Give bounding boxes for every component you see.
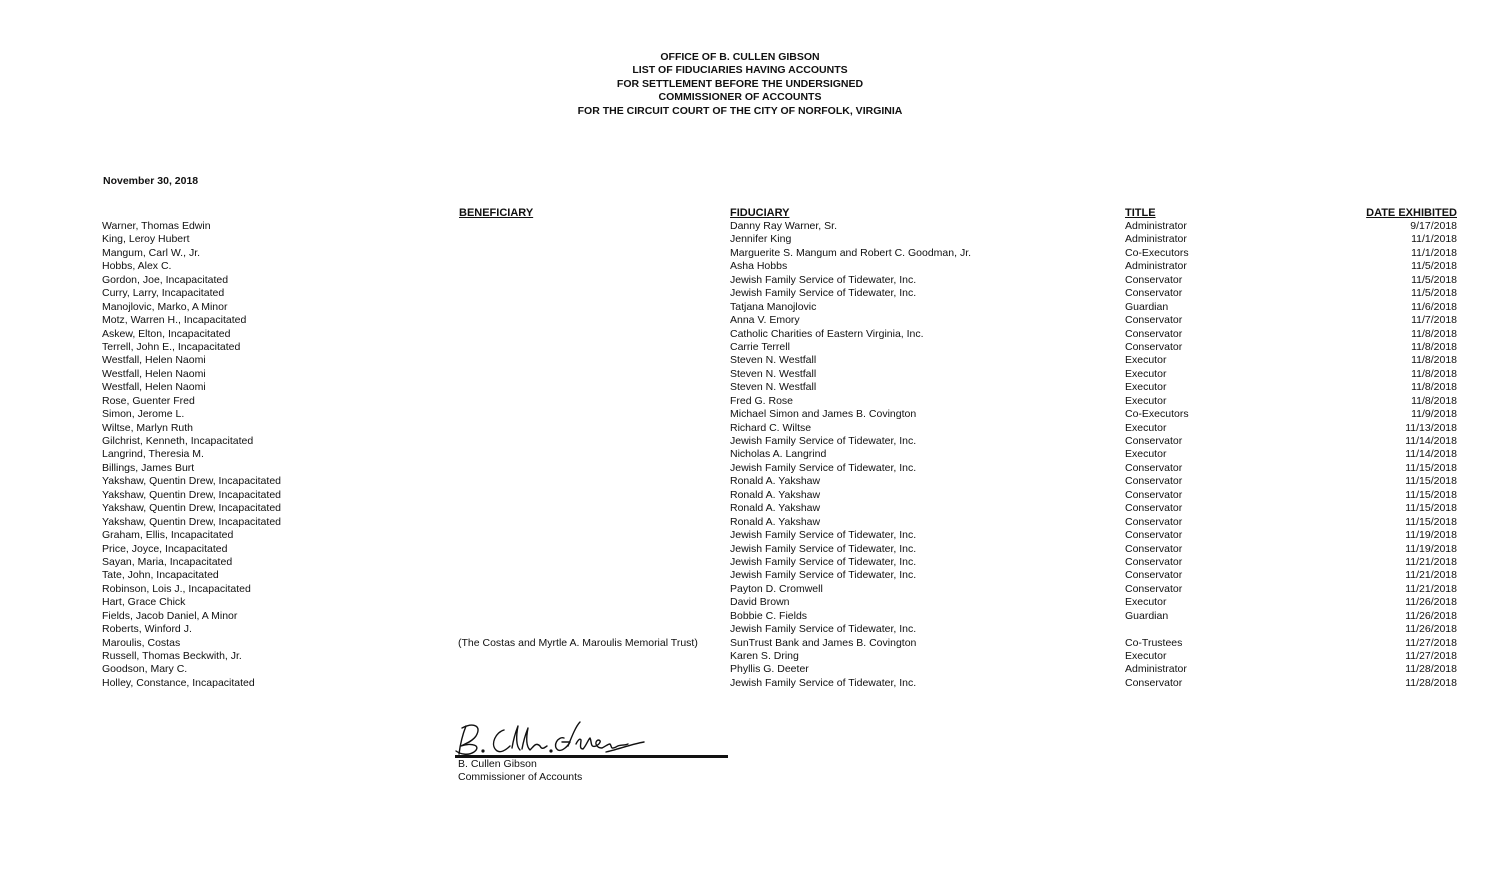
date-exhibited-cell: 11/5/2018 <box>1411 273 1457 286</box>
fiduciary-cell: Carrie Terrell <box>730 340 790 353</box>
beneficiary-cell: Terrell, John E., Incapacitated <box>102 340 241 353</box>
table-row <box>0 301 1493 314</box>
fiduciary-cell: Jewish Family Service of Tidewater, Inc. <box>730 623 917 636</box>
beneficiary-cell: Yakshaw, Quentin Drew, Incapacitated <box>102 488 281 501</box>
beneficiary-cell: Motz, Warren H., Incapacitated <box>102 314 247 327</box>
document-date: November 30, 2018 <box>103 175 199 187</box>
beneficiary-cell: Tate, John, Incapacitated <box>102 569 219 582</box>
fiduciary-cell: SunTrust Bank and James B. Covington <box>730 636 917 649</box>
fiduciary-cell: Asha Hobbs <box>730 260 788 273</box>
title-cell: Conservator <box>1125 273 1183 286</box>
beneficiary-cell: Yakshaw, Quentin Drew, Incapacitated <box>102 475 281 488</box>
title-cell: Executor <box>1125 596 1167 609</box>
table-row <box>0 408 1493 421</box>
date-exhibited-cell: 11/26/2018 <box>1405 623 1457 636</box>
title-cell: Conservator <box>1125 461 1183 474</box>
title-cell: Executor <box>1125 448 1167 461</box>
date-exhibited-cell: 11/19/2018 <box>1405 529 1457 542</box>
title-cell: Administrator <box>1125 220 1187 232</box>
fiduciary-cell: Catholic Charities of Eastern Virginia, Inc. <box>730 327 924 340</box>
signature-block <box>452 716 732 788</box>
table-row <box>0 623 1493 636</box>
beneficiary-cell: Goodson, Mary C. <box>102 663 188 676</box>
title-cell: Conservator <box>1125 502 1183 515</box>
table-row <box>0 610 1493 623</box>
fiduciary-cell: Fred G. Rose <box>730 394 794 407</box>
fiduciary-cell: Jewish Family Service of Tidewater, Inc. <box>730 676 917 689</box>
title-cell: Conservator <box>1125 435 1183 447</box>
beneficiary-cell: Price, Joyce, Incapacitated <box>102 542 228 555</box>
fiduciary-cell: Michael Simon and James B. Covington <box>730 408 917 421</box>
column-header-beneficiary: BENEFICIARY <box>459 207 534 219</box>
date-exhibited-cell: 11/13/2018 <box>1405 421 1457 434</box>
fiduciary-cell: Steven N. Westfall <box>730 367 817 380</box>
date-exhibited-cell: 11/21/2018 <box>1405 555 1457 568</box>
table-row <box>0 354 1493 367</box>
table-row <box>0 489 1493 502</box>
fiduciary-cell: Steven N. Westfall <box>730 354 817 367</box>
fiduciary-cell: Jewish Family Service of Tidewater, Inc. <box>730 287 917 300</box>
fiduciary-cell: Tatjana Manojlovic <box>730 300 817 313</box>
beneficiary-cell: Billings, James Burt <box>102 461 195 474</box>
beneficiary-note-cell: (The Costas and Myrtle A. Maroulis Memorial Trust) <box>458 636 698 649</box>
title-cell: Administrator <box>1125 663 1187 676</box>
header-line-office: OFFICE OF B. CULLEN GIBSON <box>660 51 820 63</box>
date-exhibited-cell: 11/1/2018 <box>1411 233 1457 246</box>
title-cell: Conservator <box>1125 475 1183 488</box>
beneficiary-cell: Sayan, Maria, Incapacitated <box>102 555 233 568</box>
table-row <box>0 287 1493 300</box>
fiduciary-cell: Nicholas A. Langrind <box>730 448 827 461</box>
beneficiary-cell: Mangum, Carl W., Jr. <box>102 246 201 259</box>
date-exhibited-cell: 11/15/2018 <box>1405 515 1457 528</box>
table-row <box>0 650 1493 663</box>
title-cell: Conservator <box>1125 327 1183 340</box>
table-row <box>0 637 1493 650</box>
header-line-court: FOR THE CIRCUIT COURT OF THE CITY OF NORFOLK, VIRGINIA <box>577 104 903 117</box>
date-exhibited-cell: 11/7/2018 <box>1411 314 1457 327</box>
beneficiary-cell: Langrind, Theresia M. <box>102 448 204 461</box>
date-exhibited-cell: 11/26/2018 <box>1405 596 1457 609</box>
table-row <box>0 663 1493 676</box>
beneficiary-cell: Hobbs, Alex C. <box>102 260 172 273</box>
title-cell: Conservator <box>1125 488 1183 501</box>
title-cell: Administrator <box>1125 260 1187 273</box>
table-row <box>0 435 1493 448</box>
fiduciary-cell: Danny Ray Warner, Sr. <box>730 220 837 232</box>
beneficiary-cell: Askew, Elton, Incapacitated <box>102 327 231 340</box>
title-cell: Executor <box>1125 394 1167 407</box>
beneficiary-cell: Holley, Constance, Incapacitated <box>102 676 255 689</box>
date-exhibited-cell: 11/28/2018 <box>1405 663 1457 676</box>
fiduciary-cell: Jewish Family Service of Tidewater, Inc. <box>730 555 917 568</box>
date-exhibited-cell: 11/27/2018 <box>1405 650 1457 662</box>
table-row <box>0 556 1493 569</box>
beneficiary-cell: Westfall, Helen Naomi <box>102 381 206 394</box>
fiduciary-cell: Jewish Family Service of Tidewater, Inc. <box>730 461 917 474</box>
fiduciary-cell: Richard C. Wiltse <box>730 421 812 434</box>
beneficiary-cell: Maroulis, Costas <box>102 636 181 649</box>
title-cell: Co-Executors <box>1125 246 1189 259</box>
fiduciary-cell: Steven N. Westfall <box>730 381 817 394</box>
beneficiary-cell: Wiltse, Marlyn Ruth <box>102 421 194 434</box>
fiduciary-cell: Jewish Family Service of Tidewater, Inc. <box>730 273 917 286</box>
date-exhibited-cell: 11/9/2018 <box>1411 408 1457 421</box>
table-row <box>0 475 1493 488</box>
table-row <box>0 583 1493 596</box>
date-exhibited-cell: 11/28/2018 <box>1405 676 1457 689</box>
table-row <box>0 516 1493 529</box>
date-exhibited-cell: 11/21/2018 <box>1405 582 1457 595</box>
date-exhibited-cell: 11/5/2018 <box>1411 287 1457 300</box>
date-exhibited-cell: 11/15/2018 <box>1405 475 1457 488</box>
beneficiary-cell: Warner, Thomas Edwin <box>102 220 211 232</box>
table-row <box>0 569 1493 582</box>
title-cell: Conservator <box>1125 314 1183 327</box>
beneficiary-cell: Manojlovic, Marko, A Minor <box>102 300 228 313</box>
table-row <box>0 233 1493 246</box>
header-line-commissioner: COMMISSIONER OF ACCOUNTS <box>658 91 822 104</box>
fiduciary-cell: Ronald A. Yakshaw <box>730 515 821 528</box>
date-exhibited-cell: 11/15/2018 <box>1405 488 1457 501</box>
table-row <box>0 529 1493 542</box>
title-cell: Executor <box>1125 650 1167 662</box>
table-row <box>0 502 1493 515</box>
title-cell: Executor <box>1125 354 1167 367</box>
title-cell: Executor <box>1125 381 1167 394</box>
beneficiary-cell: Gilchrist, Kenneth, Incapacitated <box>102 435 254 447</box>
fiduciary-cell: Jewish Family Service of Tidewater, Inc. <box>730 435 917 447</box>
title-cell: Guardian <box>1125 609 1169 622</box>
date-exhibited-cell: 11/8/2018 <box>1411 394 1457 407</box>
date-exhibited-cell: 11/15/2018 <box>1405 502 1457 515</box>
date-exhibited-cell: 11/15/2018 <box>1405 461 1457 474</box>
fiduciary-cell: Ronald A. Yakshaw <box>730 488 821 501</box>
date-exhibited-cell: 11/5/2018 <box>1411 260 1457 273</box>
title-cell: Executor <box>1125 421 1167 434</box>
column-header-fiduciary: FIDUCIARY <box>730 207 790 219</box>
table-row <box>0 220 1493 233</box>
beneficiary-cell: Yakshaw, Quentin Drew, Incapacitated <box>102 515 281 528</box>
date-exhibited-cell: 9/17/2018 <box>1410 220 1457 232</box>
title-cell: Conservator <box>1125 676 1183 689</box>
table-row <box>0 543 1493 556</box>
date-exhibited-cell: 11/27/2018 <box>1405 636 1457 649</box>
column-header-title: TITLE <box>1125 207 1156 219</box>
title-cell: Co-Executors <box>1125 408 1189 421</box>
fiduciary-cell: Karen S. Dring <box>730 650 799 662</box>
date-exhibited-cell: 11/21/2018 <box>1405 569 1457 582</box>
fiduciary-cell: Phyllis G. Deeter <box>730 663 809 676</box>
table-row <box>0 368 1493 381</box>
signatory-role: Commissioner of Accounts <box>458 771 583 783</box>
table-row <box>0 247 1493 260</box>
table-row <box>0 462 1493 475</box>
beneficiary-cell: Fields, Jacob Daniel, A Minor <box>102 609 238 622</box>
date-exhibited-cell: 11/8/2018 <box>1411 381 1457 394</box>
title-cell: Conservator <box>1125 287 1183 300</box>
title-cell: Conservator <box>1125 529 1183 542</box>
table-row <box>0 274 1493 287</box>
beneficiary-cell: Graham, Ellis, Incapacitated <box>102 529 234 542</box>
fiduciary-cell: David Brown <box>730 596 790 609</box>
table-row <box>0 448 1493 461</box>
table-row <box>0 677 1493 690</box>
fiduciary-cell: Bobbie C. Fields <box>730 609 808 622</box>
table-row <box>0 314 1493 327</box>
date-exhibited-cell: 11/14/2018 <box>1405 435 1457 447</box>
date-exhibited-cell: 11/26/2018 <box>1405 609 1457 622</box>
date-exhibited-cell: 11/1/2018 <box>1411 246 1457 259</box>
document-header <box>0 51 1480 118</box>
table-row <box>0 260 1493 273</box>
title-cell: Conservator <box>1125 340 1183 353</box>
date-exhibited-cell: 11/8/2018 <box>1411 354 1457 367</box>
column-header-date-exhibited: DATE EXHIBITED <box>1366 207 1457 219</box>
beneficiary-cell: Simon, Jerome L. <box>102 408 185 421</box>
date-exhibited-cell: 11/6/2018 <box>1411 300 1457 313</box>
table-row <box>0 596 1493 609</box>
signatory-name: B. Cullen Gibson <box>458 758 537 770</box>
fiduciary-cell: Jewish Family Service of Tidewater, Inc. <box>730 542 917 555</box>
table-row <box>0 395 1493 408</box>
fiduciary-cell: Jewish Family Service of Tidewater, Inc. <box>730 529 917 542</box>
fiduciary-cell: Jennifer King <box>730 233 792 246</box>
beneficiary-cell: Westfall, Helen Naomi <box>102 354 206 367</box>
beneficiary-cell: Curry, Larry, Incapacitated <box>102 287 225 300</box>
beneficiary-cell: Roberts, Winford J. <box>102 623 192 636</box>
beneficiary-cell: Rose, Guenter Fred <box>102 394 195 407</box>
fiduciary-cell: Payton D. Cromwell <box>730 582 823 595</box>
title-cell: Co-Trustees <box>1125 636 1183 649</box>
table-row <box>0 422 1493 435</box>
fiduciary-cell: Jewish Family Service of Tidewater, Inc. <box>730 569 917 582</box>
title-cell: Conservator <box>1125 582 1183 595</box>
table-row <box>0 328 1493 341</box>
fiduciary-cell: Anna V. Emory <box>730 314 800 327</box>
title-cell: Conservator <box>1125 569 1183 582</box>
handwritten-signature <box>452 716 732 758</box>
beneficiary-cell: Robinson, Lois J., Incapacitated <box>102 582 251 595</box>
beneficiary-cell: Russell, Thomas Beckwith, Jr. <box>102 650 242 662</box>
date-exhibited-cell: 11/14/2018 <box>1405 448 1457 461</box>
header-line-settlement: FOR SETTLEMENT BEFORE THE UNDERSIGNED <box>616 77 864 90</box>
fiduciary-cell: Marguerite S. Mangum and Robert C. Goodman, Jr. <box>730 246 972 259</box>
title-cell: Conservator <box>1125 555 1183 568</box>
fiduciary-list <box>0 220 1493 690</box>
date-exhibited-cell: 11/8/2018 <box>1411 340 1457 353</box>
title-cell: Administrator <box>1125 233 1187 246</box>
title-cell: Executor <box>1125 367 1167 380</box>
date-exhibited-cell: 11/8/2018 <box>1411 327 1457 340</box>
title-cell: Guardian <box>1125 300 1169 313</box>
beneficiary-cell: Gordon, Joe, Incapacitated <box>102 273 229 286</box>
beneficiary-cell: Westfall, Helen Naomi <box>102 367 206 380</box>
date-exhibited-cell: 11/19/2018 <box>1405 542 1457 555</box>
fiduciary-cell: Ronald A. Yakshaw <box>730 502 821 515</box>
table-row <box>0 381 1493 394</box>
title-cell: Conservator <box>1125 515 1183 528</box>
header-line-list: LIST OF FIDUCIARIES HAVING ACCOUNTS <box>632 64 848 77</box>
date-exhibited-cell: 11/8/2018 <box>1411 367 1457 380</box>
beneficiary-cell: Hart, Grace Chick <box>102 596 186 609</box>
title-cell: Conservator <box>1125 542 1183 555</box>
table-row <box>0 341 1493 354</box>
beneficiary-cell: Yakshaw, Quentin Drew, Incapacitated <box>102 502 281 515</box>
fiduciary-cell: Ronald A. Yakshaw <box>730 475 821 488</box>
beneficiary-cell: King, Leroy Hubert <box>102 233 190 246</box>
